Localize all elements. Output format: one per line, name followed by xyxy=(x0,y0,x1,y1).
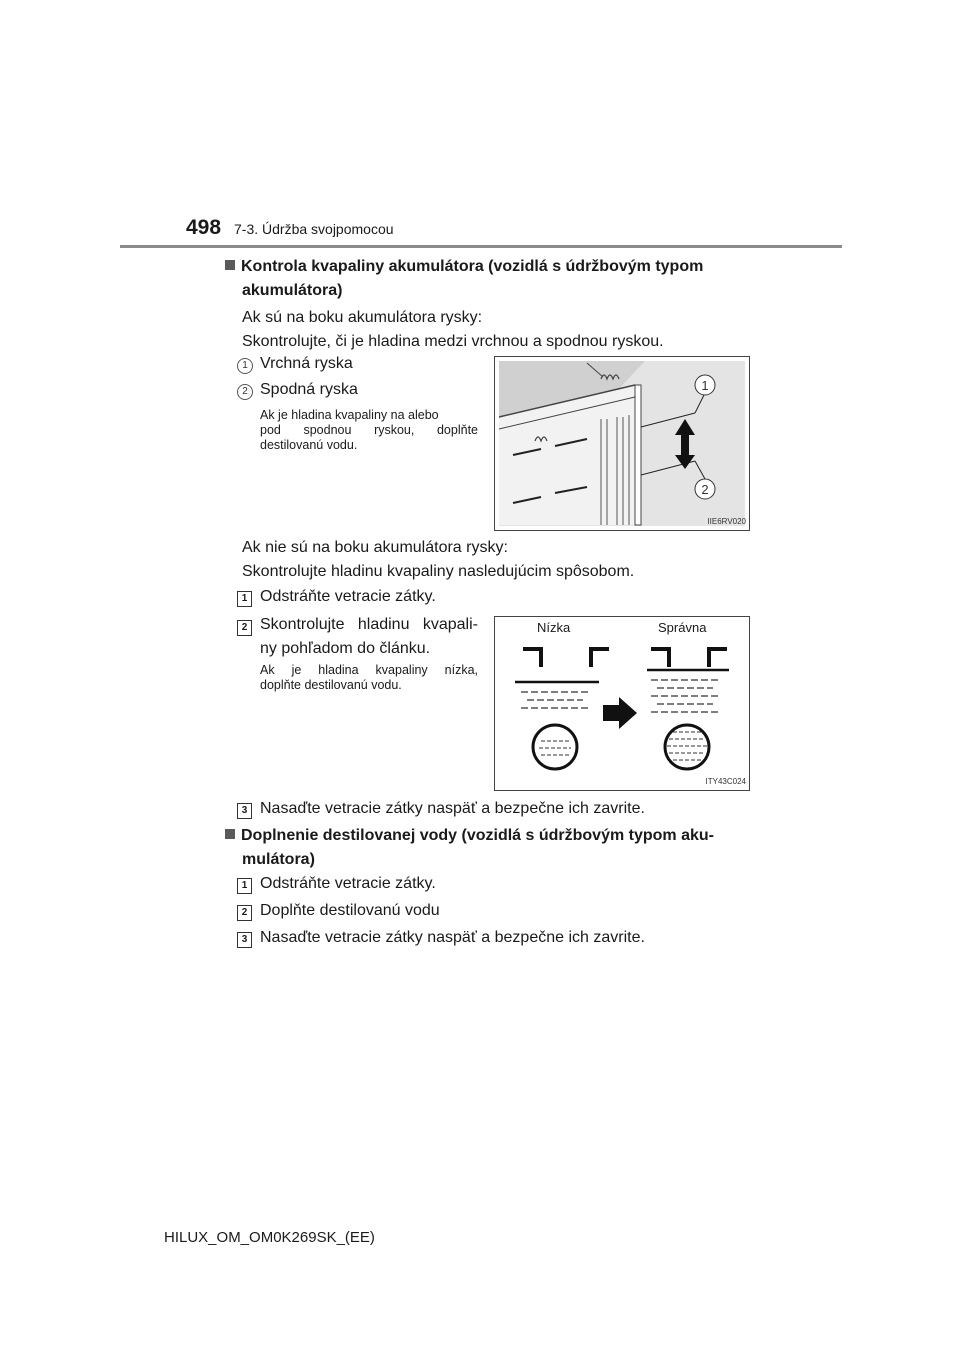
page-number: 498 xyxy=(186,216,222,239)
s2-step-1-text: Odstráňte vetracie zátky. xyxy=(260,875,436,892)
step-marker-1: 1 xyxy=(237,588,252,607)
battery-side-illustration xyxy=(495,357,749,530)
s2-step-marker-3: 3 xyxy=(237,929,252,948)
section-title: 7-3. Údržba svojpomocou xyxy=(234,221,394,237)
label-low: Nízka xyxy=(537,620,571,635)
figure2-code: ITY43C024 xyxy=(705,777,746,786)
figure1-code: IIE6RV020 xyxy=(707,517,746,526)
legend-label-lower: Spodná ryska xyxy=(260,381,358,398)
legend-label-upper: Vrchná ryska xyxy=(260,355,353,372)
cell-level-illustration xyxy=(495,617,749,790)
legend-marker-2: 2 xyxy=(237,381,253,400)
document-code: HILUX_OM_OM0K269SK_(EE) xyxy=(164,1229,375,1246)
s2-step-3-text: Nasaďte vetracie zátky naspäť a bezpečne ich zavrite. xyxy=(260,929,645,946)
intro-line-2: Skontrolujte, či je hladina medzi vrchnou a spodnou ryskou. xyxy=(242,333,664,350)
step-3-text: Nasaďte vetracie zátky naspäť a bezpečne ich zavrite. xyxy=(260,800,645,817)
refill-note: Ak je hladina kvapaliny na alebo pod spodnou ryskou, doplňte destilovanú vodu. xyxy=(260,408,478,452)
section1-heading: Kontrola kvapaliny akumulátora (vozidlá s údržbovým typom akumulátora) xyxy=(225,255,745,303)
square-bullet-icon xyxy=(225,829,235,839)
s2-step-marker-1: 1 xyxy=(237,875,252,894)
svg-text:2: 2 xyxy=(701,482,709,497)
section2-heading: Doplnenie destilovanej vody (vozidlá s údržbovým typom aku- mulátora) xyxy=(225,824,745,872)
s2-step-marker-2: 2 xyxy=(237,902,252,921)
step-marker-3: 3 xyxy=(237,800,252,819)
label-correct: Správna xyxy=(658,620,707,635)
step-1-text: Odstráňte vetracie zátky. xyxy=(260,588,436,605)
step-2-note: Ak je hladina kvapaliny nízka, doplňte destilovanú vodu. xyxy=(260,663,478,692)
intro2-line-1: Ak nie sú na boku akumulátora rysky: xyxy=(242,539,508,556)
intro2-line-2: Skontrolujte hladinu kvapaliny nasledujúcim spôsobom. xyxy=(242,563,635,580)
battery-level-figure xyxy=(494,356,750,531)
s2-step-2-text: Doplňte destilovanú vodu xyxy=(260,902,440,919)
legend-marker-1: 1 xyxy=(237,355,253,374)
header-rule xyxy=(120,245,842,248)
intro-line-1: Ak sú na boku akumulátora rysky: xyxy=(242,309,483,326)
step-2-text: Skontrolujte hladinu kvapali- ny pohľadom do článku. xyxy=(260,616,478,657)
svg-text:1: 1 xyxy=(701,378,709,393)
step-marker-2: 2 xyxy=(237,617,252,636)
square-bullet-icon xyxy=(225,260,235,270)
cell-level-figure xyxy=(494,616,750,791)
